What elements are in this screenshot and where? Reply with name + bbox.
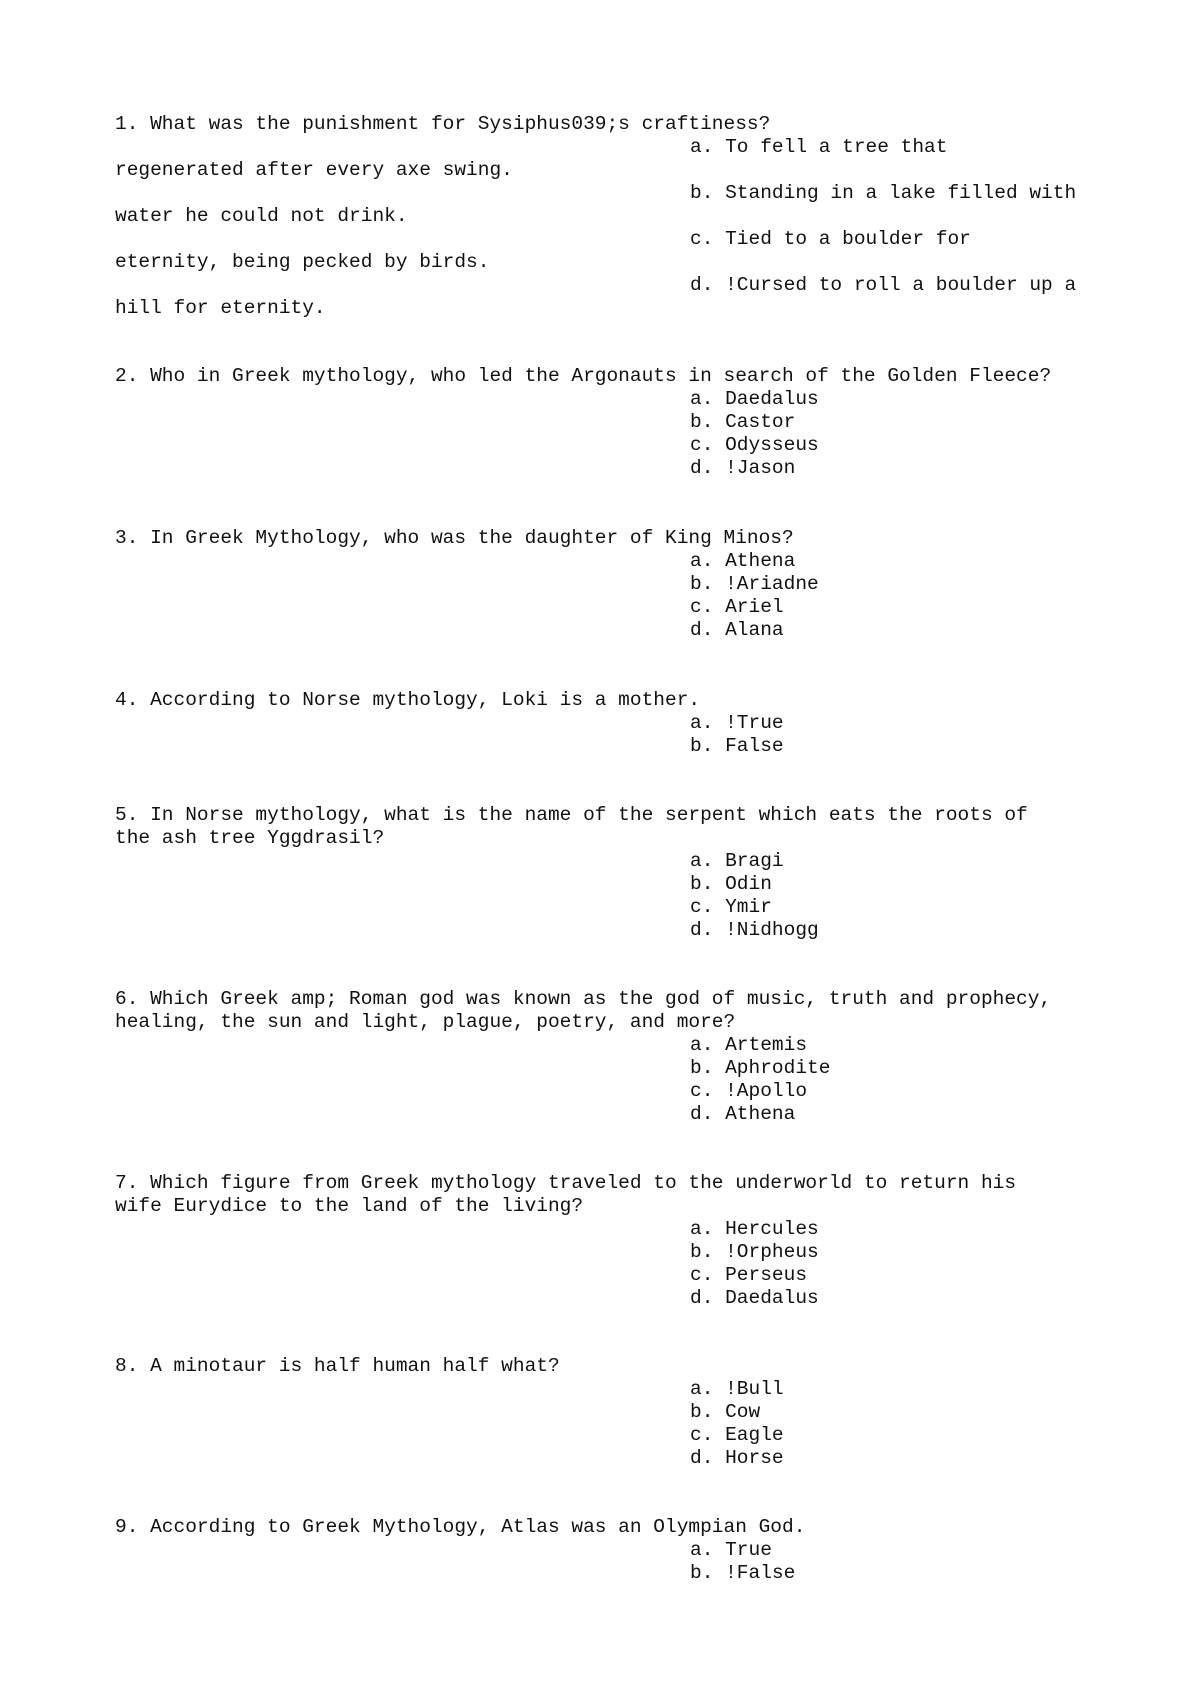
question-2-option-d: d. !Jason (690, 457, 796, 479)
question-8-option-a: a. !Bull (690, 1378, 784, 1400)
question-7-option-b: b. !Orpheus (690, 1241, 819, 1263)
question-2: 2. Who in Greek mythology, who led the Argonauts in search of the Golden Fleece? (115, 365, 1052, 387)
question-4-option-a: a. !True (690, 712, 784, 734)
question-2-option-a: a. Daedalus (690, 388, 819, 410)
question-7-option-a: a. Hercules (690, 1218, 819, 1240)
question-1-option-d-continued: hill for eternity. (115, 297, 326, 319)
question-5-option-a: a. Bragi (690, 850, 784, 872)
question-6: 6. Which Greek amp; Roman god was known as the god of music, truth and prophecy, (115, 988, 1052, 1010)
question-6-continued: healing, the sun and light, plague, poetry, and more? (115, 1011, 736, 1033)
question-2-option-b: b. Castor (690, 411, 796, 433)
question-6-option-d: d. Athena (690, 1103, 796, 1125)
question-9-option-b: b. !False (690, 1562, 796, 1584)
question-7-option-c: c. Perseus (690, 1264, 808, 1286)
question-3-option-d: d. Alana (690, 619, 784, 641)
question-7: 7. Which figure from Greek mythology traveled to the underworld to return his (115, 1172, 1017, 1194)
question-1-option-a-continued: regenerated after every axe swing. (115, 159, 513, 181)
question-7-option-d: d. Daedalus (690, 1287, 819, 1309)
question-3: 3. In Greek Mythology, who was the daughter of King Minos? (115, 527, 794, 549)
question-1-option-a: a. To fell a tree that (690, 136, 948, 158)
question-8-option-d: d. Horse (690, 1447, 784, 1469)
question-5: 5. In Norse mythology, what is the name of the serpent which eats the roots of (115, 804, 1028, 826)
question-5-option-b: b. Odin (690, 873, 772, 895)
question-6-option-a: a. Artemis (690, 1034, 808, 1056)
question-8: 8. A minotaur is half human half what? (115, 1355, 560, 1377)
question-3-option-c: c. Ariel (690, 596, 784, 618)
question-9-option-a: a. True (690, 1539, 772, 1561)
question-5-continued: the ash tree Yggdrasil? (115, 827, 385, 849)
question-1-option-b: b. Standing in a lake filled with (690, 182, 1077, 204)
question-6-option-b: b. Aphrodite (690, 1057, 831, 1079)
question-1-option-d: d. !Cursed to roll a boulder up a (690, 274, 1077, 296)
question-1-option-c-continued: eternity, being pecked by birds. (115, 251, 490, 273)
question-3-option-a: a. Athena (690, 550, 796, 572)
question-2-option-c: c. Odysseus (690, 434, 819, 456)
question-5-option-c: c. Ymir (690, 896, 772, 918)
question-6-option-c: c. !Apollo (690, 1080, 808, 1102)
question-3-option-b: b. !Ariadne (690, 573, 819, 595)
question-8-option-c: c. Eagle (690, 1424, 784, 1446)
question-7-continued: wife Eurydice to the land of the living? (115, 1195, 584, 1217)
question-1-option-b-continued: water he could not drink. (115, 205, 408, 227)
question-4: 4. According to Norse mythology, Loki is a mother. (115, 689, 701, 711)
question-4-option-b: b. False (690, 735, 784, 757)
question-8-option-b: b. Cow (690, 1401, 761, 1423)
question-1: 1. What was the punishment for Sysiphus039;s craftiness? (115, 113, 771, 135)
question-1-option-c: c. Tied to a boulder for (690, 228, 971, 250)
question-9: 9. According to Greek Mythology, Atlas was an Olympian God. (115, 1516, 806, 1538)
question-5-option-d: d. !Nidhogg (690, 919, 819, 941)
